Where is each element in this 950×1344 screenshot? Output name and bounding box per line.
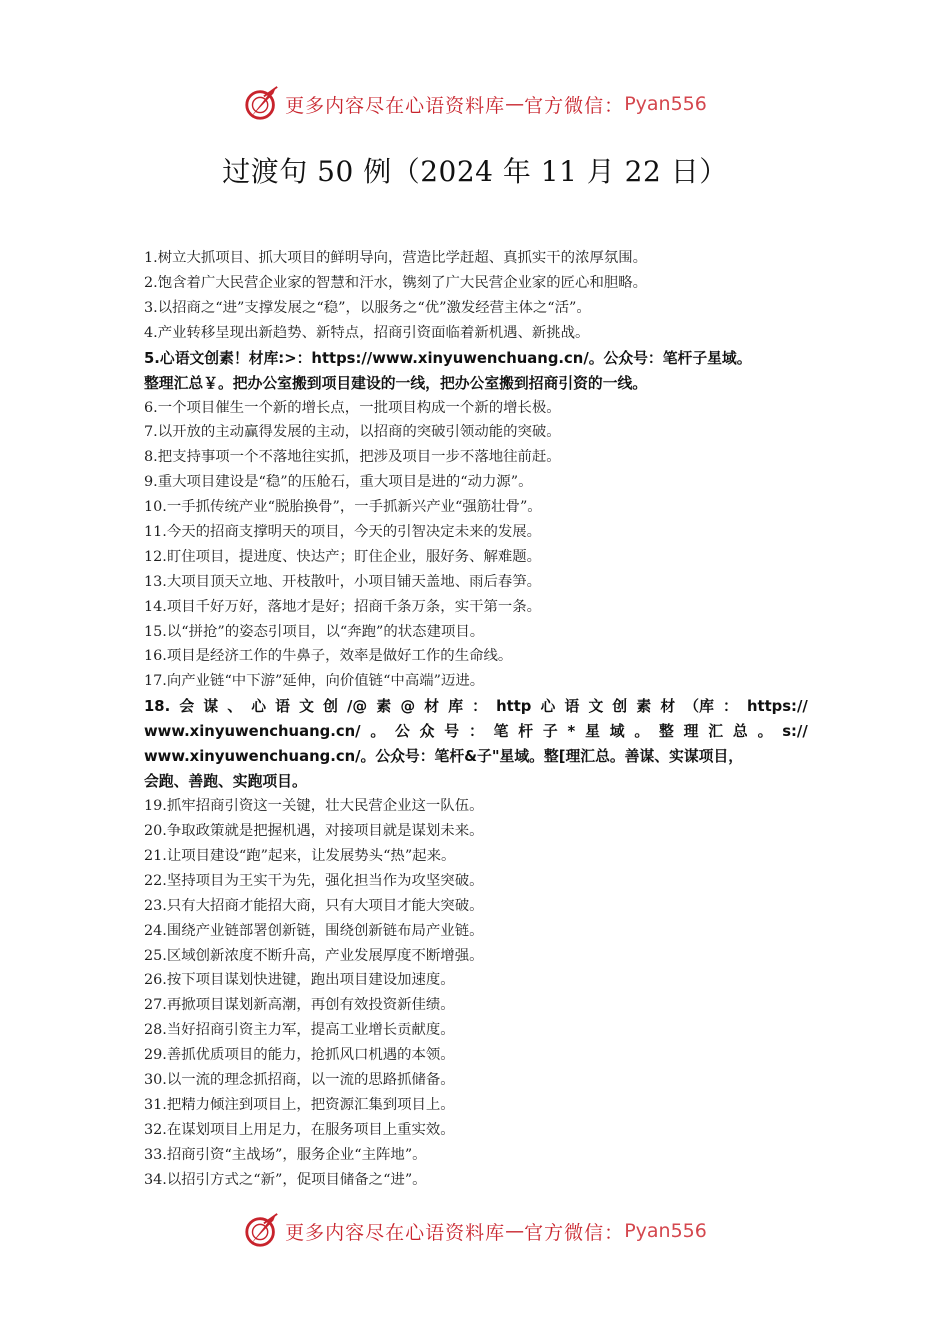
document-body [144,246,808,1193]
text-token: 。 [757,723,773,741]
list-item: 11.今天的招商支撑明天的项目，今天的引智决定未来的发展。 [144,524,542,541]
text-token: （库 [684,698,714,716]
list-item: 27.再掀项目谋划新高潮，再创有效投资新佳绩。 [144,997,455,1014]
text-token: ： [723,698,738,716]
text-token: 谋 [203,698,219,716]
list-item: 31.把精力倾注到项目上，把资源汇集到项目上。 [144,1096,455,1113]
list-item: 32.在谋划项目上用足力，在服务项目上重实效。 [144,1121,455,1138]
text-token: 、 [227,698,243,716]
list-item: 3.以招商之“进”支撑发展之“稳”，以服务之“优”激发经营主体之“活”。 [144,299,591,316]
banner-separator: — [505,93,525,115]
text-token: http [496,698,532,716]
quill-logo-icon [243,85,281,123]
text-token: 。 [634,723,650,741]
text-token: 。 [370,723,386,741]
list-item: 30.以一流的理念抓招商，以一流的思路抓储备。 [144,1072,455,1089]
item-18-line-3: www.xinyuwenchuang.cn/。公众号：笔杆&子"星域。整[理汇总。善谋、实谋项目， [144,748,744,766]
text-token: 理 [683,723,699,741]
banner-wechat-label: 官方微信： [524,1221,625,1244]
text-token: 创 [323,698,338,716]
text-token: 星 [585,723,600,741]
text-token: 笔 [493,723,509,741]
banner-text: 更多内容尽在心语资料库 [285,94,506,117]
page-title: 过渡句 50 例（2024 年 11 月 22 日） [222,155,728,188]
text-token: 公 [395,723,410,741]
text-token: 会 [179,698,195,716]
text-token: 心 [251,698,267,716]
text-token: 域 [609,723,625,741]
list-item: 10.一手抓传统产业“脱胎换骨”，一手抓新兴产业“强筋壮骨”。 [144,499,542,516]
list-item: 13.大项目顶天立地、开枝散叶，小项目铺天盖地、雨后春笋。 [144,573,542,590]
text-token: 语 [275,698,290,716]
list-item: 6.一个项目催生一个新的增长点，一批项目构成一个新的增长极。 [144,399,561,416]
text-token: /@ [347,698,368,716]
text-token: 整 [659,723,674,741]
list-item: 26.按下项目谋划快进键，跑出项目建设加速度。 [144,972,455,989]
text-token: ： [468,723,484,741]
item-18-line-2 [144,719,808,744]
text-token: 18. [144,698,171,716]
list-item: 23.只有大招商才能招大商，只有大项目才能大突破。 [144,897,484,914]
list-item: 14.项目千好万好，落地才是好；招商千条万条，实干第一条。 [144,598,542,615]
text-token: @ [400,698,416,716]
banner-wechat-label: 官方微信： [524,94,625,117]
list-item: 22.坚持项目为王实干为先，强化担当作为攻坚突破。 [144,872,484,889]
list-item: 9.重大项目建设是“稳”的压舱石，重大项目是进的“动力源”。 [144,474,533,491]
text-token: 语 [564,698,580,716]
item-18-line-4: 会跑、善跑、实跑项目。 [144,773,307,791]
text-token: 素 [376,698,392,716]
list-item: 8.把支持事项一个不落地往实抓，把涉及项目一步不落地往前赶。 [144,449,561,466]
banner-separator: — [505,1220,525,1242]
text-token: 材 [424,698,440,716]
list-item: 20.争取政策就是把握机遇，对接项目就是谋划未来。 [144,823,484,840]
text-token: www.xinyuwenchuang.cn/ [144,723,361,741]
text-token: 汇 [708,723,724,741]
text-token: ： [472,698,487,716]
list-item: 15.以“拼抢”的姿态引项目，以“奔跑”的状态建项目。 [144,623,485,640]
list-item: 1.树立大抓项目、抓大项目的鲜明导向，营造比学赶超、真抓实干的浓厚氛围。 [144,250,648,266]
list-item: 7.以开放的主动赢得发展的主动，以招商的突破引领动能的突破。 [144,424,561,441]
text-token: 号 [444,723,460,741]
list-item: 12.盯住项目，提进度、快达产；盯住企业，服好务、解难题。 [144,548,542,565]
text-token: 文 [588,698,604,716]
item-list-a [144,246,808,346]
text-token: 子 [542,723,558,741]
text-token: s:// [782,723,808,741]
list-item: 25.区域创新浓度不断升高，产业发展厚度不断增强。 [144,947,484,964]
text-token: 杆 [518,723,534,741]
list-item: 28.当好招商引资主力军，提高工业增长贡献度。 [144,1022,455,1039]
item-5-line-1: 5.心语文创素！材库:>：https://www.xinyuwenchuang.cn/。公众号：笔杆子星域。 [144,349,752,367]
list-item: 2.饱含着广大民营企业家的智慧和汗水，镌刻了广大民营企业家的匠心和胆略。 [144,274,648,291]
list-item: 34.以招引方式之“新”，促项目储备之“进”。 [144,1171,427,1188]
item-18-block [144,694,808,794]
text-token: 文 [299,698,314,716]
list-item: 17.向产业链“中下游”延伸，向价值链“中高端”迈进。 [144,673,485,690]
text-token: 总 [732,723,748,741]
text-token: 素 [636,698,652,716]
list-item: 16.项目是经济工作的牛鼻子，效率是做好工作的生命线。 [144,648,513,665]
banner-wechat-id: Pyan556 [624,93,707,115]
list-item: 21.让项目建设“跑”起来，让发展势头“热”起来。 [144,848,456,865]
text-token: * [567,723,576,741]
text-token: https:// [746,698,808,716]
footer-banner [0,1211,950,1251]
header-banner [0,84,950,124]
banner-text: 更多内容尽在心语资料库 [285,1221,506,1244]
list-item: 19.抓牢招商引资这一关键，壮大民营企业这一队伍。 [144,798,484,815]
item-18-line-1 [144,694,808,719]
item-5-block [144,346,808,396]
item-5-line-2: 整理汇总￥。把办公室搬到项目建设的一线，把办公室搬到招商引资的一线。 [144,374,648,392]
list-item: 24.围绕产业链部署创新链，围绕创新链布局产业链。 [144,922,484,939]
list-item: 4.产业转移呈现出新趋势、新特点，招商引资面临着新机遇、新挑战。 [144,324,590,341]
item-list-b [144,396,808,695]
banner-wechat-id: Pyan556 [624,1220,707,1242]
text-token: 材 [660,698,676,716]
text-token: 创 [612,698,628,716]
item-list-c [144,794,808,1192]
text-token: 心 [540,698,556,716]
list-item: 29.善抓优质项目的能力，抢抓风口机遇的本领。 [144,1047,455,1064]
list-item: 33.招商引资“主战场”，服务企业“主阵地”。 [144,1146,427,1163]
text-token: 众 [419,723,435,741]
quill-logo-icon [243,1212,281,1250]
text-token: 库 [448,698,464,716]
